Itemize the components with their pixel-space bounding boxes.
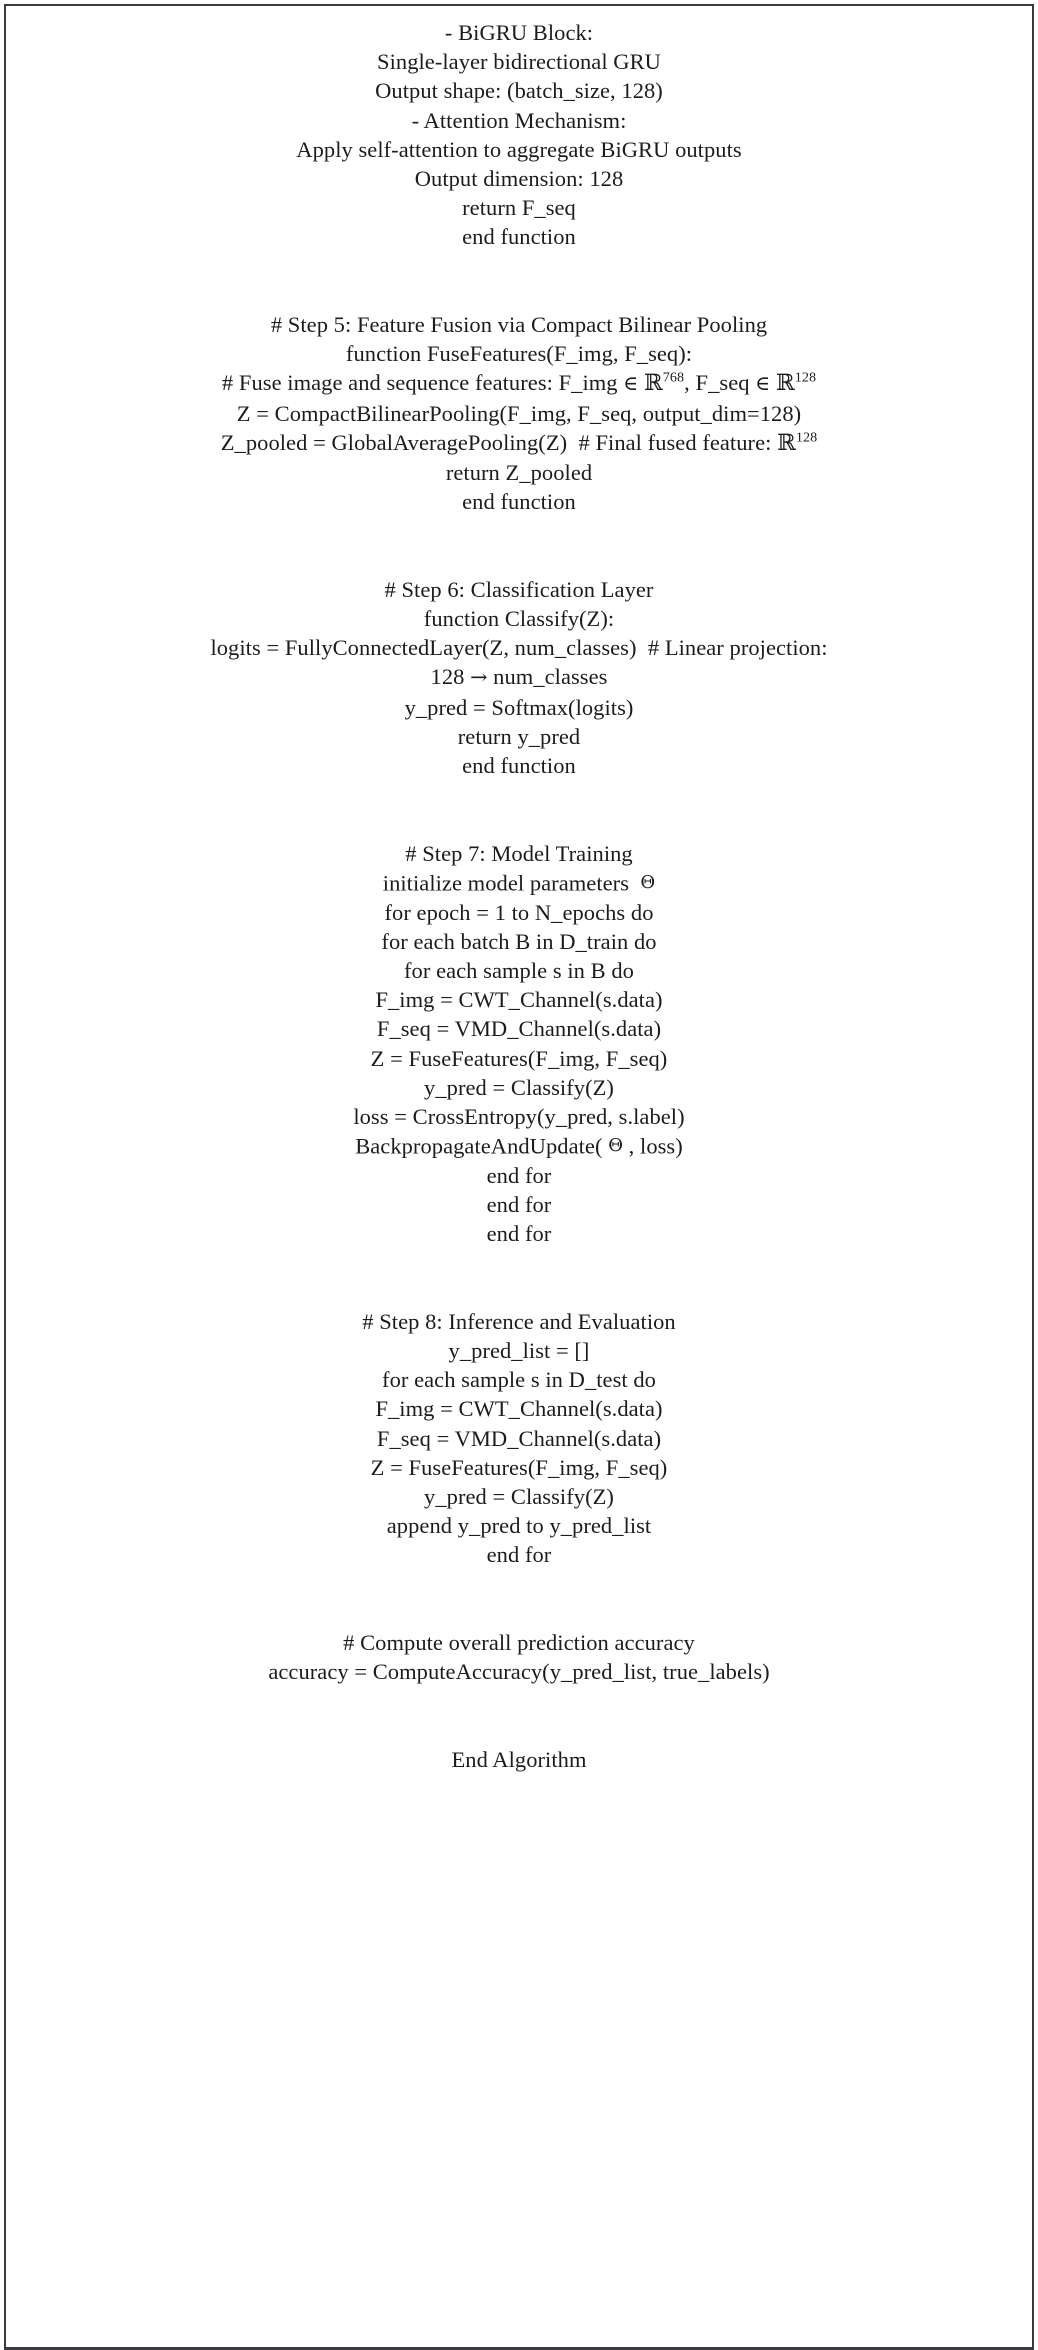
pseudocode-line: end function <box>462 224 576 250</box>
pseudocode-line: end function <box>462 753 576 779</box>
pseudocode-line: y_pred = Softmax(logits) <box>404 694 634 720</box>
pseudocode-line: initialize model parameters Θ <box>382 870 656 896</box>
pseudocode-blank-line <box>6 281 1032 310</box>
pseudocode-line: for each sample s in D_test do <box>382 1367 656 1393</box>
algorithm-pseudocode-box <box>4 4 1034 2350</box>
pseudocode-blank-line <box>6 780 1032 809</box>
pseudocode-line: F_img = CWT_Channel(s.data) <box>375 1396 663 1422</box>
pseudocode-line: Z = FuseFeatures(F_img, F_seq) <box>370 1045 668 1071</box>
pseudocode-blank-line <box>6 546 1032 575</box>
pseudocode-blank-line <box>6 1599 1032 1628</box>
pseudocode-line: # Step 5: Feature Fusion via Compact Bilinear Pooling <box>270 312 768 337</box>
pseudocode-blank-line <box>6 809 1032 838</box>
pseudocode-blank-line <box>6 1570 1032 1599</box>
pseudocode-line: return Z_pooled <box>445 460 593 486</box>
pseudocode-line: Single-layer bidirectional GRU <box>377 49 661 75</box>
pseudocode-line: # Step 7: Model Training <box>405 840 633 866</box>
pseudocode-line: F_seq = VMD_Channel(s.data) <box>376 1425 662 1451</box>
pseudocode-line: Z_pooled = GlobalAveragePooling(Z) # Final fused feature: ℝ$^{128}$ <box>220 429 818 456</box>
pseudocode-blank-line <box>6 1278 1032 1307</box>
pseudocode-line: end function <box>462 489 576 515</box>
pseudocode-line: # Step 8: Inference and Evaluation <box>362 1308 676 1334</box>
pseudocode-line: end for <box>486 1221 552 1247</box>
pseudocode-line: end for <box>486 1542 552 1568</box>
pseudocode-line: Apply self-attention to aggregate BiGRU outputs <box>296 136 742 162</box>
pseudocode-line: y_pred = Classify(Z) <box>424 1074 614 1100</box>
pseudocode-line: # Step 6: Classification Layer <box>384 576 654 602</box>
pseudocode-line: end for <box>486 1162 552 1188</box>
pseudocode-line: return y_pred <box>457 723 581 749</box>
pseudocode-blank-line <box>6 1716 1032 1745</box>
pseudocode-line: F_img = CWT_Channel(s.data) <box>375 987 663 1013</box>
pseudocode-line: Output shape: (batch_size, 128) <box>375 78 663 104</box>
pseudocode-line: End Algorithm <box>451 1746 587 1772</box>
pseudocode-blank-line <box>6 252 1032 281</box>
pseudocode-line: for each batch B in D_train do <box>381 928 657 954</box>
pseudocode-line: function Classify(Z): <box>423 606 615 631</box>
pseudocode-line: BackpropagateAndUpdate( Θ , loss) <box>355 1133 683 1159</box>
pseudocode-blank-line <box>6 1248 1032 1277</box>
pseudocode-line: F_seq = VMD_Channel(s.data) <box>376 1016 662 1042</box>
pseudocode-line: # Fuse image and sequence features: F_img ∈ ℝ$^{768}$, F_seq ∈ ℝ$^{128}$ <box>221 369 817 397</box>
pseudocode-line: - BiGRU Block: <box>444 20 594 45</box>
pseudocode-line: y_pred_list = [] <box>448 1338 590 1364</box>
pseudocode-line: logits = FullyConnectedLayer(Z, num_classes) # Linear projection: <box>210 635 828 661</box>
pseudocode-line: y_pred = Classify(Z) <box>424 1484 614 1510</box>
pseudocode-line: 128 → num_classes <box>430 664 608 690</box>
pseudocode-line: end for <box>486 1192 552 1218</box>
pseudocode-blank-line <box>6 516 1032 545</box>
pseudocode-line: loss = CrossEntropy(y_pred, s.label) <box>353 1103 685 1129</box>
pseudocode-line: # Compute overall prediction accuracy <box>343 1630 695 1656</box>
pseudocode-line: for each sample s in B do <box>404 957 634 983</box>
pseudocode-line: Output dimension: 128 <box>414 166 624 192</box>
pseudocode-line: append y_pred to y_pred_list <box>386 1513 652 1539</box>
pseudocode-line: - Attention Mechanism: <box>411 107 627 133</box>
pseudocode-line: Z = CompactBilinearPooling(F_img, F_seq, output_dim=128) <box>236 400 802 426</box>
pseudocode-line: Z = FuseFeatures(F_img, F_seq) <box>370 1454 668 1480</box>
pseudocode-line: function FuseFeatures(F_img, F_seq): <box>345 341 693 367</box>
pseudocode-blank-line <box>6 1686 1032 1715</box>
pseudocode-line: return F_seq <box>462 195 576 221</box>
pseudocode-line: for epoch = 1 to N_epochs do <box>384 899 654 925</box>
pseudocode-line: accuracy = ComputeAccuracy(y_pred_list, true_labels) <box>268 1659 770 1685</box>
